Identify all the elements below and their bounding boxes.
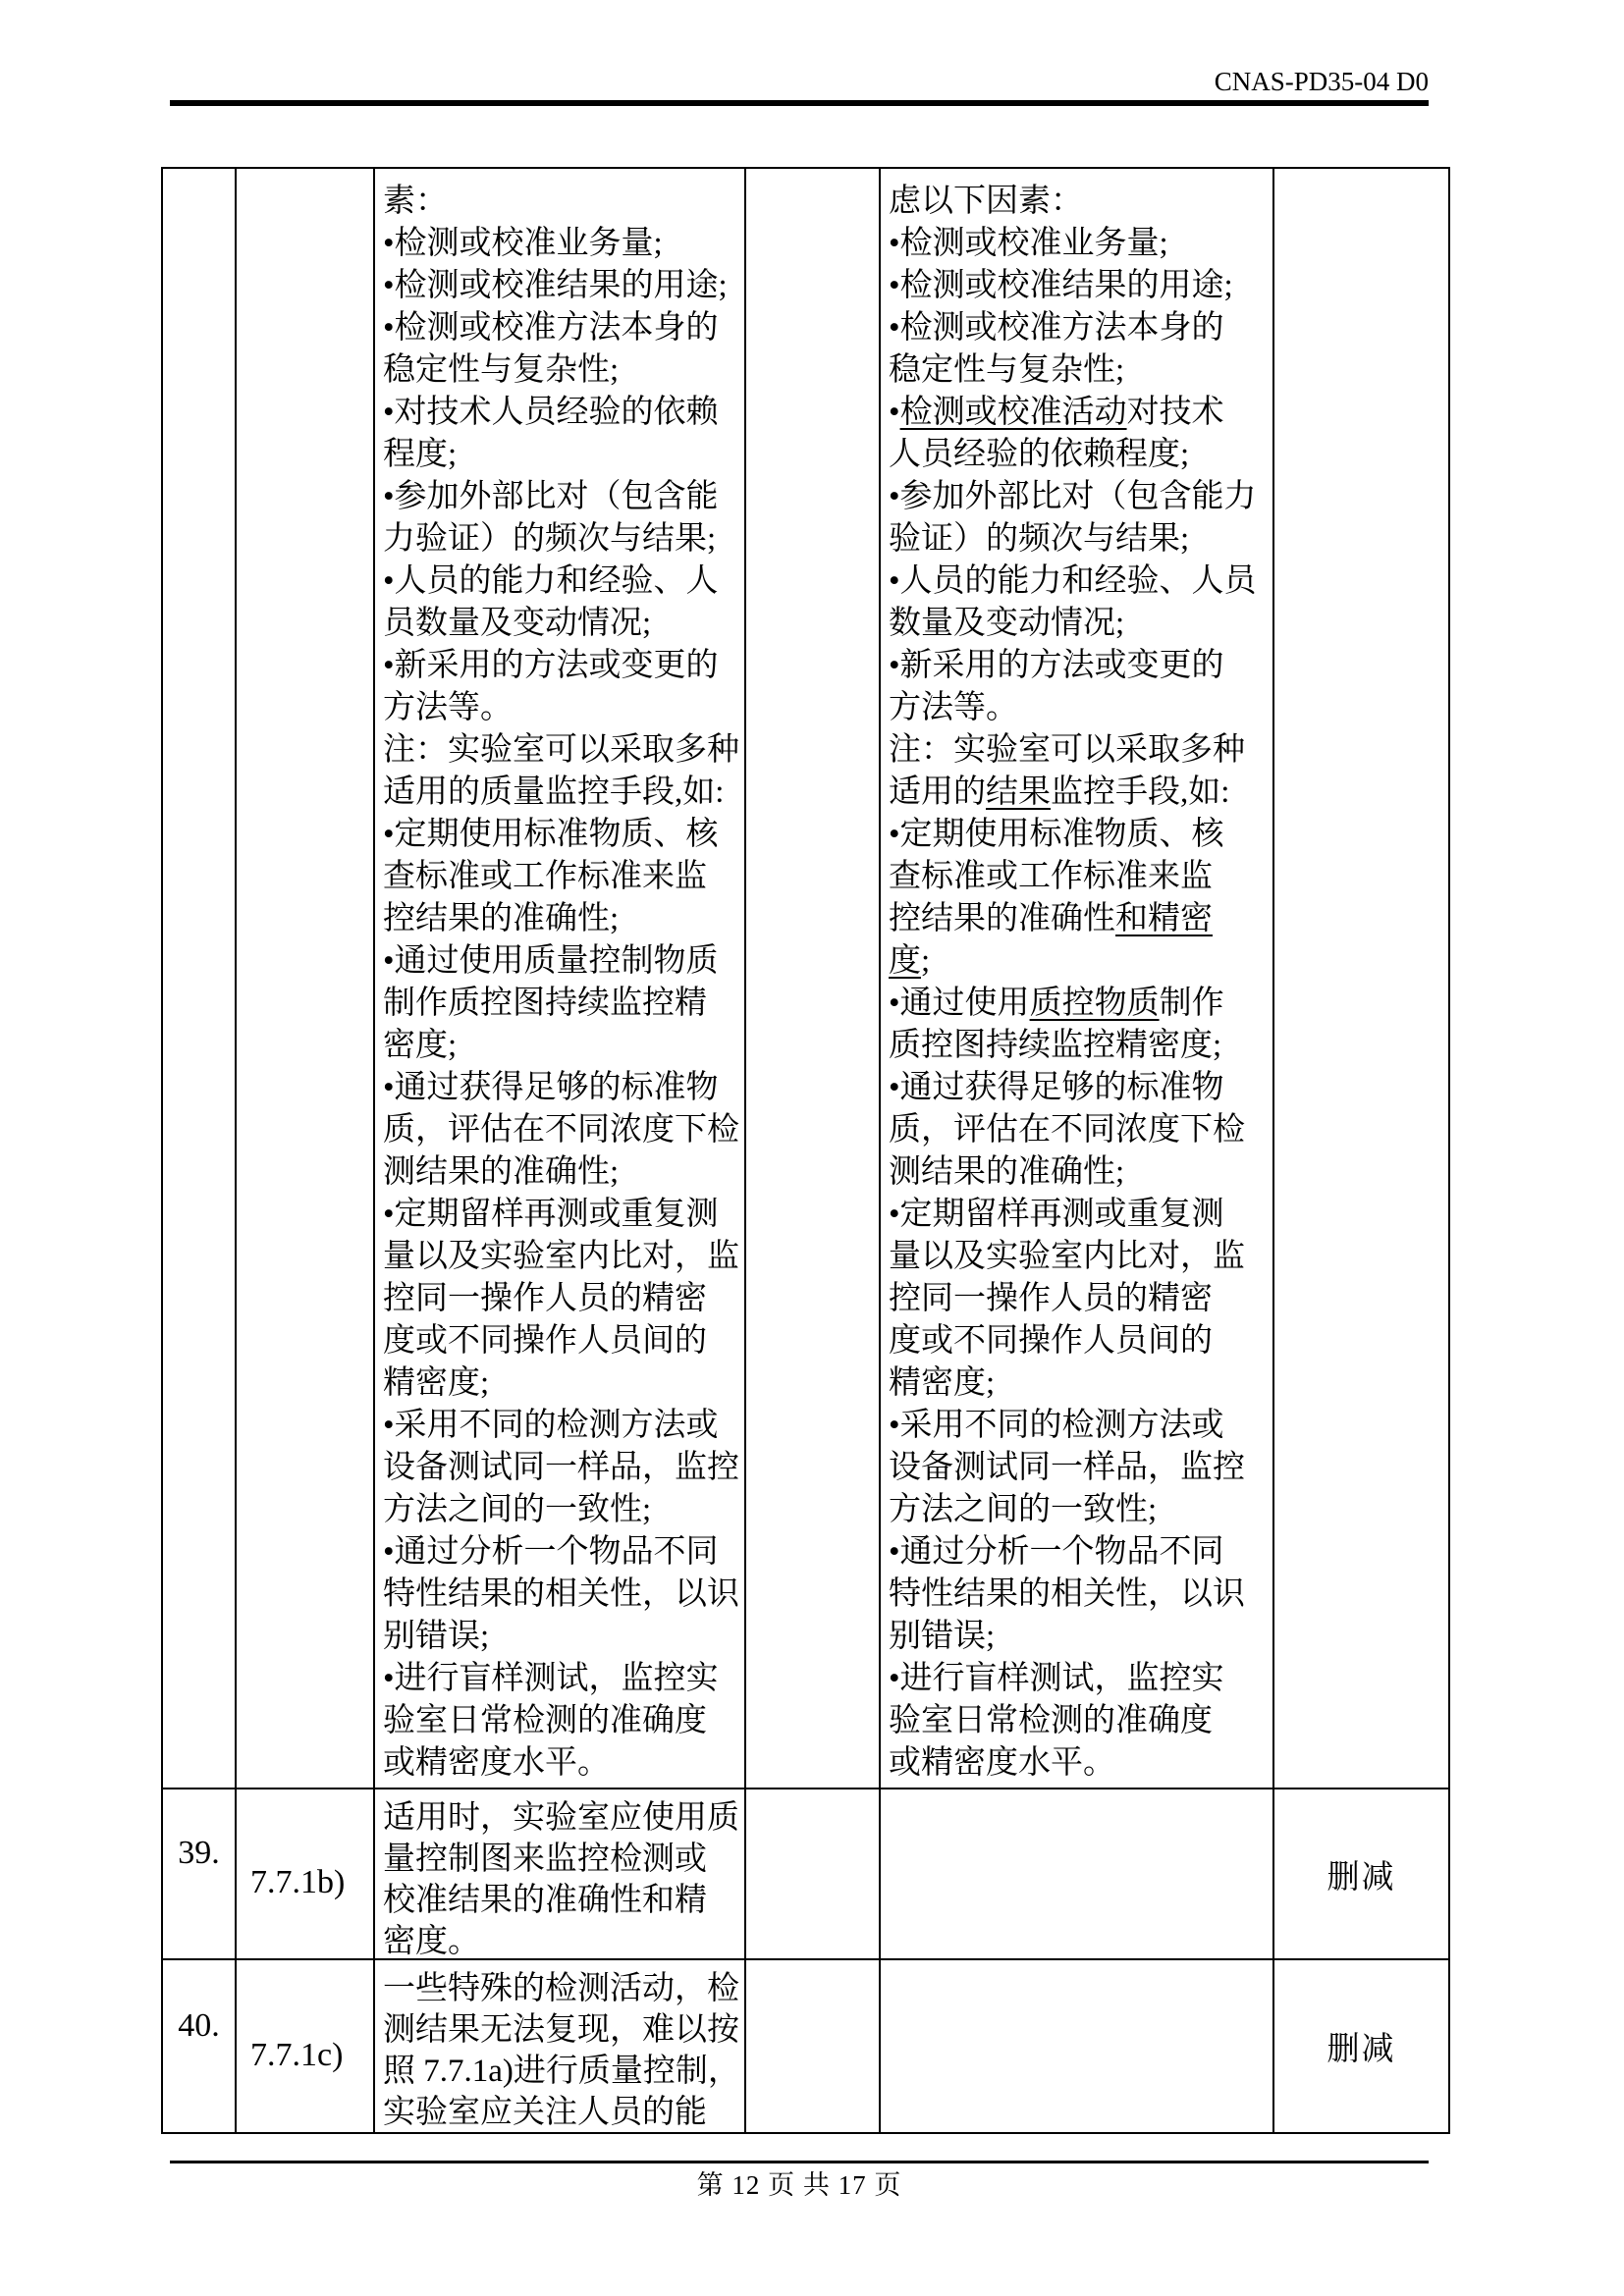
- text-line: [383, 518, 742, 561]
- page-number: 第 12 页 共 17 页: [696, 2170, 902, 2200]
- clause-cell: [237, 169, 375, 1789]
- text-segment: 素：: [383, 184, 448, 219]
- text-segment: •检测或校准方法本身的: [383, 310, 719, 346]
- text-segment: 校准结果的准确性和精: [383, 1883, 707, 1918]
- text-segment: 密度。: [383, 1924, 480, 1958]
- doc-code: CNAS-PD35-04 D0: [1214, 67, 1429, 96]
- text-line: [383, 181, 742, 223]
- clause-cell: [237, 1789, 375, 1960]
- text-line: [383, 729, 742, 772]
- text-segment: •人员的能力和经验、人: [383, 563, 719, 599]
- text-segment: 控结果的准确性;: [383, 901, 620, 936]
- text-line: [889, 1742, 1271, 1785]
- text-segment: •检测或校准结果的用途;: [889, 268, 1233, 303]
- old-text: [375, 1789, 744, 1958]
- old-text-cell: [375, 1789, 746, 1960]
- text-segment: 量以及实验室内比对，监: [889, 1239, 1245, 1274]
- text-segment: 测结果的准确性;: [889, 1154, 1125, 1190]
- text-segment: 适用的质量监控手段,如:: [383, 774, 725, 810]
- text-line: [383, 1968, 742, 2009]
- text-segment: 控结果的准确性: [889, 901, 1115, 936]
- text-segment: •人员的能力和经验、人员: [889, 563, 1257, 599]
- text-segment: 稳定性与复杂性;: [889, 352, 1125, 388]
- text-segment: 控同一操作人员的精密: [383, 1281, 707, 1316]
- text-segment: 员数量及变动情况;: [383, 606, 652, 641]
- text-line: [383, 1839, 742, 1880]
- text-line: [889, 1531, 1271, 1574]
- text-line: [889, 307, 1271, 349]
- text-line: [889, 476, 1271, 518]
- text-segment: •检测或校准业务量;: [383, 226, 663, 261]
- text-segment: 控同一操作人员的精密: [889, 1281, 1213, 1316]
- text-segment: •新采用的方法或变更的: [383, 648, 719, 683]
- text-segment: 力验证）的频次与结果;: [383, 521, 717, 557]
- text-line: [889, 772, 1271, 814]
- text-line: [889, 940, 1271, 983]
- clause-number: 7.7.1b): [250, 1864, 346, 1900]
- text-segment: 方法之间的一致性;: [889, 1492, 1158, 1527]
- text-line: [889, 1025, 1271, 1067]
- text-line: [383, 349, 742, 392]
- remark-cell: [1274, 169, 1448, 1789]
- clause-cell: [237, 1960, 375, 2132]
- text-segment: 查标准或工作标准来监: [383, 859, 707, 894]
- text-line: [383, 1616, 742, 1658]
- row-number: [163, 169, 235, 1788]
- text-line: [383, 1405, 742, 1447]
- text-line: [889, 181, 1271, 223]
- new-text: [881, 1960, 1272, 2132]
- text-segment: •采用不同的检测方法或: [383, 1408, 719, 1443]
- text-segment: 别错误;: [889, 1619, 996, 1654]
- text-line: [889, 1109, 1271, 1151]
- text-line: [383, 772, 742, 814]
- text-segment: 注：实验室可以采取多种: [383, 732, 739, 768]
- text-line: [889, 1574, 1271, 1616]
- remark-cell: [1274, 1960, 1448, 2132]
- text-line: [889, 1151, 1271, 1194]
- text-line: [383, 687, 742, 729]
- text-line: [889, 1278, 1271, 1320]
- text-line: [383, 1109, 742, 1151]
- text-line: [383, 2092, 742, 2132]
- underlined-text-segment: 质控物质: [1029, 986, 1160, 1021]
- text-line: [889, 1236, 1271, 1278]
- text-line: [889, 1700, 1271, 1742]
- text-line: [383, 265, 742, 307]
- text-segment: 特性结果的相关性，以识: [889, 1576, 1245, 1612]
- text-segment: •采用不同的检测方法或: [889, 1408, 1224, 1443]
- text-segment: 对技术: [1126, 395, 1224, 430]
- text-segment: 实验室应关注人员的能: [383, 2095, 707, 2130]
- text-segment: •新采用的方法或变更的: [889, 648, 1224, 683]
- text-line: [889, 603, 1271, 645]
- text-line: [889, 1362, 1271, 1405]
- text-segment: •进行盲样测试，监控实: [383, 1661, 719, 1696]
- text-segment: ;: [921, 943, 931, 979]
- middle-cell: [746, 169, 881, 1789]
- text-segment: 量控制图来监控检测或: [383, 1842, 707, 1877]
- old-text: [375, 1960, 744, 2132]
- new-text: [881, 169, 1272, 1788]
- text-line: [889, 1405, 1271, 1447]
- text-segment: 虑以下因素：: [889, 184, 1083, 219]
- old-text-cell: [375, 169, 746, 1789]
- text-line: [889, 1616, 1271, 1658]
- text-line: [889, 1067, 1271, 1109]
- text-segment: •参加外部比对（包含能力: [889, 479, 1257, 514]
- row-number: 39.: [178, 1835, 220, 1871]
- text-segment: 设备测试同一样品，监控: [383, 1450, 739, 1485]
- text-line: [383, 307, 742, 349]
- text-line: [383, 1742, 742, 1785]
- text-line: [889, 1194, 1271, 1236]
- comparison-table: [161, 167, 1450, 2134]
- text-line: [383, 1151, 742, 1194]
- row-number-cell: [163, 1960, 237, 2132]
- text-line: [889, 814, 1271, 856]
- text-line: [383, 603, 742, 645]
- text-segment: •定期留样再测或重复测: [383, 1197, 719, 1232]
- text-segment: 查标准或工作标准来监: [889, 859, 1213, 894]
- text-segment: 照 7.7.1a)进行质量控制，: [383, 2054, 740, 2089]
- text-segment: 制作: [1159, 986, 1224, 1021]
- text-line: [383, 2009, 742, 2051]
- text-line: [889, 1489, 1271, 1531]
- text-segment: 量以及实验室内比对，监: [383, 1239, 739, 1274]
- text-line: [383, 476, 742, 518]
- text-segment: 验室日常检测的准确度: [383, 1703, 707, 1738]
- underlined-text-segment: 度: [889, 943, 921, 979]
- clause-number: 7.7.1c): [250, 2036, 344, 2073]
- row-number-cell: [163, 169, 237, 1789]
- text-segment: •定期留样再测或重复测: [889, 1197, 1224, 1232]
- text-line: [383, 2051, 742, 2092]
- text-segment: •通过使用质量控制物质: [383, 943, 719, 979]
- new-text: [881, 1789, 1272, 1958]
- text-line: [383, 1194, 742, 1236]
- new-text-cell: [881, 1960, 1274, 2132]
- text-segment: 测结果的准确性;: [383, 1154, 620, 1190]
- text-segment: 稳定性与复杂性;: [383, 352, 620, 388]
- text-segment: 验室日常检测的准确度: [889, 1703, 1213, 1738]
- text-line: [383, 1797, 742, 1839]
- text-line: [889, 687, 1271, 729]
- text-segment: •参加外部比对（包含能: [383, 479, 719, 514]
- text-segment: •: [889, 395, 900, 430]
- text-line: [383, 1880, 742, 1921]
- text-line: [383, 1067, 742, 1109]
- text-segment: 监控手段,如:: [1051, 774, 1230, 810]
- text-line: [889, 729, 1271, 772]
- text-line: [383, 645, 742, 687]
- text-line: [889, 561, 1271, 603]
- text-segment: 人员经验的依赖程度;: [889, 437, 1190, 472]
- text-line: [889, 898, 1271, 940]
- text-line: [889, 434, 1271, 476]
- text-segment: 方法之间的一致性;: [383, 1492, 652, 1527]
- text-line: [889, 856, 1271, 898]
- clause-number: [237, 169, 373, 1788]
- text-segment: •通过分析一个物品不同: [383, 1534, 719, 1570]
- underlined-text-segment: 结果: [986, 774, 1051, 810]
- text-line: [383, 1447, 742, 1489]
- new-text-cell: [881, 1789, 1274, 1960]
- text-segment: 适用时，实验室应使用质: [383, 1800, 739, 1836]
- text-line: [383, 898, 742, 940]
- text-line: [383, 856, 742, 898]
- text-line: [383, 561, 742, 603]
- text-line: [383, 1574, 742, 1616]
- text-line: [889, 1320, 1271, 1362]
- middle-cell: [746, 1960, 881, 2132]
- text-segment: 质控图持续监控精密度;: [889, 1028, 1222, 1063]
- underlined-text-segment: 和精密: [1115, 901, 1213, 936]
- text-segment: 适用的: [889, 774, 986, 810]
- text-segment: 特性结果的相关性，以识: [383, 1576, 739, 1612]
- text-line: [889, 265, 1271, 307]
- text-segment: •定期使用标准物质、核: [383, 817, 719, 852]
- text-segment: 质，评估在不同浓度下检: [889, 1112, 1245, 1148]
- text-line: [383, 1921, 742, 1958]
- text-line: [889, 223, 1271, 265]
- text-line: [383, 940, 742, 983]
- header-rule: [170, 100, 1429, 106]
- text-line: [383, 392, 742, 434]
- text-line: [383, 1236, 742, 1278]
- text-segment: •通过分析一个物品不同: [889, 1534, 1224, 1570]
- text-line: [383, 1362, 742, 1405]
- text-segment: 精密度;: [383, 1365, 490, 1401]
- text-line: [889, 518, 1271, 561]
- text-segment: 方法等。: [889, 690, 1018, 725]
- text-line: [383, 983, 742, 1025]
- text-segment: 度或不同操作人员间的: [889, 1323, 1213, 1359]
- text-segment: 数量及变动情况;: [889, 606, 1125, 641]
- middle-cell: [746, 1789, 881, 1960]
- text-line: [383, 1700, 742, 1742]
- remark: 删减: [1326, 1859, 1396, 1896]
- text-segment: •检测或校准业务量;: [889, 226, 1168, 261]
- text-segment: 设备测试同一样品，监控: [889, 1450, 1245, 1485]
- old-text-cell: [375, 1960, 746, 2132]
- text-line: [383, 434, 742, 476]
- text-line: [383, 814, 742, 856]
- text-segment: 一些特殊的检测活动，检: [383, 1971, 739, 2006]
- text-segment: 制作质控图持续监控精: [383, 986, 707, 1021]
- text-line: [383, 223, 742, 265]
- text-segment: •通过获得足够的标准物: [889, 1070, 1224, 1105]
- text-line: [383, 1489, 742, 1531]
- text-segment: 方法等。: [383, 690, 513, 725]
- text-segment: 精密度;: [889, 1365, 996, 1401]
- text-line: [889, 983, 1271, 1025]
- text-line: [889, 349, 1271, 392]
- text-segment: 测结果无法复现，难以按: [383, 2012, 739, 2048]
- text-line: [383, 1278, 742, 1320]
- text-segment: 或精密度水平。: [889, 1745, 1115, 1781]
- text-segment: 注：实验室可以采取多种: [889, 732, 1245, 768]
- text-segment: •对技术人员经验的依赖: [383, 395, 719, 430]
- text-line: [383, 1320, 742, 1362]
- old-text: [375, 169, 744, 1788]
- text-segment: 密度;: [383, 1028, 458, 1063]
- text-segment: 验证）的频次与结果;: [889, 521, 1190, 557]
- text-segment: •检测或校准方法本身的: [889, 310, 1224, 346]
- text-segment: •通过使用: [889, 986, 1030, 1021]
- underlined-text-segment: 检测或校准活动: [899, 395, 1127, 430]
- footer-rule: [170, 2161, 1429, 2163]
- text-segment: 质，评估在不同浓度下检: [383, 1112, 739, 1148]
- remark: 删减: [1326, 2032, 1396, 2067]
- text-segment: 度或不同操作人员间的: [383, 1323, 707, 1359]
- text-segment: •检测或校准结果的用途;: [383, 268, 728, 303]
- text-line: [889, 1447, 1271, 1489]
- row-number-cell: [163, 1789, 237, 1960]
- text-segment: •定期使用标准物质、核: [889, 817, 1224, 852]
- text-line: [383, 1025, 742, 1067]
- row-number: 40.: [178, 2006, 220, 2044]
- text-segment: 程度;: [383, 437, 458, 472]
- text-line: [889, 1658, 1271, 1700]
- text-line: [889, 645, 1271, 687]
- text-line: [889, 392, 1271, 434]
- text-segment: •通过获得足够的标准物: [383, 1070, 719, 1105]
- text-line: [383, 1531, 742, 1574]
- text-segment: •进行盲样测试，监控实: [889, 1661, 1224, 1696]
- remark: [1274, 169, 1448, 1788]
- text-segment: 别错误;: [383, 1619, 490, 1654]
- new-text-cell: [881, 169, 1274, 1789]
- remark-cell: [1274, 1789, 1448, 1960]
- text-segment: 或精密度水平。: [383, 1745, 610, 1781]
- text-line: [383, 1658, 742, 1700]
